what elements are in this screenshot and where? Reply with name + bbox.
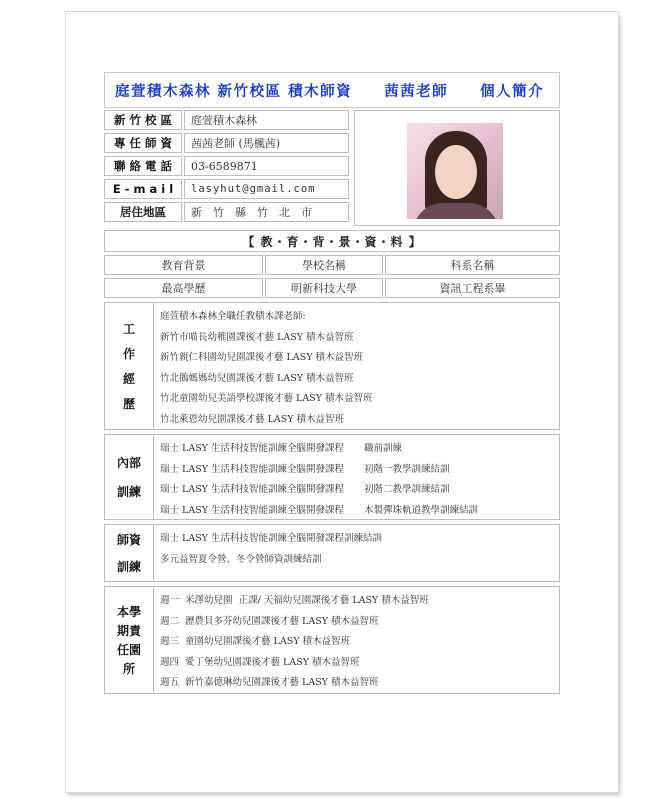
education-header-cell: 教育背景 — [104, 255, 263, 275]
list-item: 多元益智夏令營、冬令營師資訓練結訓 — [160, 553, 322, 565]
side-label-char: 作 — [122, 347, 135, 361]
list-item: 瑞士 LASY 生活科技智能訓練全腦開發課程訓練結訓 — [160, 533, 382, 545]
work-experience-list — [154, 303, 559, 429]
list-item — [160, 437, 559, 458]
side-label-char: 工 — [122, 322, 135, 336]
list-item: 庭萱積木森林全職任教積木課老師: — [160, 311, 306, 323]
teacher-training-label — [105, 525, 154, 581]
work-experience-block — [104, 302, 560, 430]
side-label-text: 期責 — [116, 624, 141, 638]
area-label: 居住地區 — [104, 202, 182, 222]
education-header-row — [104, 255, 560, 275]
list-item: 週五 新竹嘉德琳幼兒園課後才藝 LASY 積木益智班 — [160, 677, 379, 689]
internal-training-block — [104, 434, 560, 520]
photo-cell — [354, 110, 560, 226]
list-item: 週三 童園幼兒園課後才藝 LASY 積木益智班 — [160, 636, 351, 648]
list-item: 竹北鵝媽媽幼兒園課後才藝 LASY 積木益智班 — [160, 372, 354, 384]
area-row — [104, 202, 349, 222]
list-item: 新竹市喵長幼稚園課後才藝 LASY 積木益智班 — [160, 331, 354, 343]
phone-row — [104, 156, 349, 176]
course-name: 瑞士 LASY 生活科技智能訓練全腦開發課程 — [160, 443, 344, 455]
phone-value: 03-6589871 — [184, 156, 349, 176]
list-item — [160, 458, 559, 479]
email-label: E - m a i l — [104, 179, 182, 199]
list-item: 週一 米澤幼兒園 正課/ 天福幼兒園課後才藝 LASY 積木益智班 — [160, 595, 429, 607]
list-item: 週二 瀝農貝多芬幼兒園課後才藝 LASY 積木益智班 — [160, 615, 379, 627]
info-section — [104, 110, 560, 226]
campus-value: 庭萱積木森林 — [184, 110, 349, 130]
document-page — [66, 12, 618, 792]
education-data-cell: 資訊工程系畢 — [385, 278, 560, 298]
campus-row — [104, 110, 349, 130]
work-experience-label — [105, 303, 154, 429]
schedule-block — [104, 586, 560, 694]
education-section-title: 【 教・育・背・景・資・料 】 — [104, 230, 560, 252]
email-row — [104, 179, 349, 199]
phone-label: 聯 絡 電 話 — [104, 156, 182, 176]
photo-face-shape — [435, 145, 477, 199]
education-header-cell: 科系名稱 — [385, 255, 560, 275]
education-header-cell: 學校名稱 — [265, 255, 383, 275]
side-label-char: 經 — [122, 372, 135, 386]
page-title: 庭萱積木森林 新竹校區 積木師資 茜茜老師 個人簡介 — [104, 72, 560, 108]
education-data-cell: 明新科技大學 — [265, 278, 383, 298]
side-label-text: 本學 — [116, 605, 141, 619]
internal-training-label — [105, 435, 154, 519]
email-value: lasyhut@gmail.com — [184, 179, 349, 199]
internal-training-list — [154, 435, 559, 519]
course-name: 瑞士 LASY 生活科技智能訓練全腦開發課程 — [160, 463, 344, 475]
side-label-text: 所 — [122, 662, 135, 676]
list-item: 竹北童園幼兒美語學校課後才藝 LASY 積木益智班 — [160, 393, 373, 405]
course-level: 初階一教學訓練結訓 — [364, 463, 450, 475]
course-level: 初階二教學訓練結訓 — [364, 484, 450, 496]
side-label-text: 訓練 — [116, 485, 141, 499]
teacher-value: 茜茜老師 (馬楓茜) — [184, 133, 349, 153]
teacher-training-list — [154, 525, 559, 581]
teacher-training-block — [104, 524, 560, 582]
list-item — [160, 478, 559, 499]
schedule-label — [105, 587, 154, 693]
teacher-photo — [407, 123, 503, 219]
list-item: 週四 愛丁堡幼兒園課後才藝 LASY 積木益智班 — [160, 656, 360, 668]
course-name: 瑞士 LASY 生活科技智能訓練全腦開發課程 — [160, 504, 344, 516]
list-item: 竹北萊恩幼兒園課後才藝 LASY 積木益智班 — [160, 413, 344, 425]
education-data-row — [104, 278, 560, 298]
side-label-char: 歷 — [122, 397, 135, 411]
profile-content — [104, 72, 560, 694]
side-label-text: 訓練 — [116, 560, 141, 574]
side-label-text: 內部 — [116, 456, 141, 470]
education-data-cell: 最高學歷 — [104, 278, 263, 298]
list-item — [160, 499, 559, 520]
course-name: 瑞士 LASY 生活科技智能訓練全腦開發課程 — [160, 484, 344, 496]
list-item: 新竹親仁科園幼兒園課後才藝 LASY 積木益智班 — [160, 352, 363, 364]
course-level: 木製彈珠軌道教學訓練結訓 — [364, 504, 479, 516]
teacher-row — [104, 133, 349, 153]
teacher-label: 專 任 師 資 — [104, 133, 182, 153]
course-level: 職前訓練 — [364, 443, 403, 455]
area-value: 新 竹 縣 竹 北 市 — [184, 202, 349, 222]
campus-label: 新 竹 校 區 — [104, 110, 182, 130]
side-label-text: 師資 — [116, 533, 141, 547]
side-label-text: 任園 — [116, 643, 141, 657]
schedule-list — [154, 587, 559, 693]
